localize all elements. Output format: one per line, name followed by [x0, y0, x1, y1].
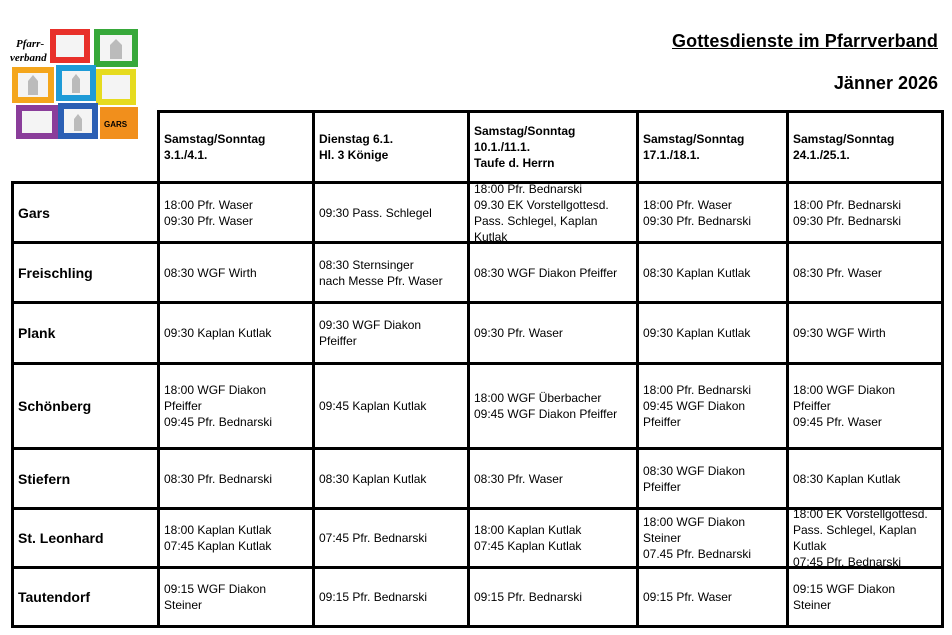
parish-name: St. Leonhard — [18, 530, 104, 546]
column-header — [639, 113, 786, 181]
cell-text-line: 09:45 Kaplan Kutlak — [319, 399, 427, 413]
cell-text-line: 09:15 Pfr. Bednarski — [319, 590, 428, 604]
cell-text-line: 18:00 WGF Diakon — [164, 383, 267, 397]
cell-text-line: 09:30 Pfr. Waser — [474, 326, 563, 340]
cell-text-line: 18:00 Pfr. Waser — [643, 197, 732, 212]
cell-text-line: 24.1./25.1. — [793, 148, 850, 162]
cell-text-line: 09:30 WGF Wirth — [793, 326, 886, 340]
cell-text-line: Pfeiffer — [793, 399, 831, 413]
cell-text-line: 09:45 WGF Diakon Pfeiffer — [474, 407, 618, 421]
schedule-cell — [470, 365, 636, 447]
logo-verband-text: verband — [10, 52, 47, 64]
cell-text-line: Samstag/Sonntag — [793, 132, 895, 146]
schedule-cell — [315, 365, 467, 447]
schedule-cell — [470, 244, 636, 301]
cell-text-line: Taufe d. Herrn — [474, 156, 555, 170]
schedule-cell — [639, 450, 786, 507]
cell-text-line: 08:30 Pfr. Waser — [474, 471, 563, 486]
parish-name: Stiefern — [18, 470, 71, 487]
schedule-cell — [789, 450, 941, 507]
schedule-cell — [470, 304, 636, 362]
schedule-cell — [470, 569, 636, 625]
cell-text-line: 09:30 Pfr. Bednarski — [793, 213, 902, 228]
schedule-cell — [160, 304, 312, 362]
cell-text-line: Samstag/Sonntag — [164, 132, 266, 146]
cell-text-line: Dienstag 6.1. — [319, 132, 394, 146]
schedule-cell — [315, 569, 467, 625]
cell-text-line: 08:30 WGF Diakon Pfeiffer — [474, 265, 618, 280]
schedule-cell — [160, 450, 312, 507]
cell-text-line: 3.1./4.1. — [164, 148, 208, 162]
table-row-divider — [11, 625, 941, 628]
table-column-divider — [941, 110, 944, 628]
cell-text-line: 09:30 Pfr. Waser — [164, 213, 253, 228]
cell-text-line: Pfeiffer — [643, 415, 681, 429]
cell-text-line: 08:30 Sternsinger — [319, 257, 414, 272]
cell-text-line: 08:30 WGF Wirth — [164, 265, 257, 280]
cell-text-line: 08:30 Kaplan Kutlak — [643, 265, 751, 280]
schedule-cell — [160, 184, 312, 241]
cell-text-line: 09:15 WGF Diakon — [164, 582, 267, 596]
cell-text-line: 18:00 WGF Diakon — [643, 515, 746, 529]
cell-text-line: 08:30 Pfr. Bednarski — [164, 471, 273, 486]
column-header — [789, 113, 941, 181]
cell-text-line: 18:00 Pfr. Waser — [164, 197, 253, 212]
cell-text-line: 18:00 Kaplan Kutlak — [474, 523, 582, 537]
cell-text-line: Pfeiffer — [319, 334, 357, 348]
cell-text-line: 07:45 Pfr. Bednarski — [793, 555, 902, 566]
schedule-cell — [315, 184, 467, 241]
cell-text-line: 09:45 WGF Diakon — [643, 399, 746, 413]
logo-pfarr-text: Pfarr- — [16, 38, 45, 50]
cell-text-line: Steiner — [643, 531, 682, 545]
cell-text-line: 18:00 Kaplan Kutlak — [164, 523, 272, 537]
page-subtitle: Jänner 2026 — [833, 73, 938, 93]
cell-text-line: Kutlak — [474, 229, 508, 241]
cell-text-line: 18:00 EK Vorstellgottesd. — [793, 510, 928, 521]
cell-text-line: 09:45 Pfr. Waser — [793, 415, 882, 429]
cell-text-line: 09:30 Pfr. Bednarski — [643, 213, 752, 228]
cell-text-line: Steiner — [793, 598, 832, 612]
schedule-cell — [639, 569, 786, 625]
parish-name: Plank — [18, 325, 56, 341]
cell-text-line: 08:30 WGF Diakon — [643, 463, 746, 478]
cell-text-line: 08:30 Pfr. Waser — [793, 265, 882, 280]
page-title: Gottesdienste im Pfarrverband — [672, 31, 938, 51]
cell-text-line: 10.1./11.1. — [474, 140, 531, 154]
schedule-cell — [160, 569, 312, 625]
cell-text-line: 09:15 Pfr. Bednarski — [474, 590, 583, 604]
parish-name: Tautendorf — [18, 589, 91, 605]
schedule-cell — [639, 365, 786, 447]
schedule-cell — [160, 365, 312, 447]
schedule-cell — [315, 244, 467, 301]
schedule-cell — [315, 510, 467, 566]
cell-text-line: Kutlak — [793, 539, 827, 553]
schedule-cell — [639, 510, 786, 566]
cell-text-line: 18:00 WGF Diakon — [793, 383, 896, 397]
schedule-cell — [470, 450, 636, 507]
cell-text-line: 18:00 WGF Überbacher — [474, 391, 602, 405]
schedule-cell — [639, 244, 786, 301]
pfarrverband-logo — [10, 27, 140, 143]
logo-gars-text: GARS — [104, 120, 128, 129]
cell-text-line: 07:45 Pfr. Bednarski — [319, 531, 428, 545]
cell-text-line: 08:30 Kaplan Kutlak — [793, 471, 901, 486]
schedule-cell — [639, 184, 786, 241]
schedule-cell — [470, 510, 636, 566]
cell-text-line: nach Messe Pfr. Waser — [319, 273, 443, 288]
schedule-cell — [160, 244, 312, 301]
cell-text-line: 09.30 EK Vorstellgottesd. — [474, 197, 609, 212]
schedule-cell — [315, 304, 467, 362]
parish-name: Gars — [18, 204, 50, 221]
cell-text-line: Pfeiffer — [164, 399, 202, 413]
cell-text-line: 07:45 Kaplan Kutlak — [164, 539, 272, 553]
cell-text-line: Hl. 3 Könige — [319, 148, 389, 162]
cell-text-line: 07:45 Kaplan Kutlak — [474, 539, 582, 553]
column-header — [160, 113, 312, 181]
cell-text-line: 09:30 Kaplan Kutlak — [643, 326, 751, 340]
cell-text-line: 09:30 Pass. Schlegel — [319, 205, 432, 220]
schedule-cell — [470, 184, 636, 241]
schedule-cell — [789, 510, 941, 566]
cell-text-line: Samstag/Sonntag — [643, 132, 745, 146]
cell-text-line: 18:00 Pfr. Bednarski — [474, 184, 583, 196]
cell-text-line: 09:45 Pfr. Bednarski — [164, 415, 273, 429]
cell-text-line: 18:00 Pfr. Bednarski — [643, 383, 752, 397]
cell-text-line: 18:00 Pfr. Bednarski — [793, 197, 902, 212]
cell-text-line: 17.1./18.1. — [643, 148, 700, 162]
schedule-cell — [315, 450, 467, 507]
cell-text-line: 08:30 Kaplan Kutlak — [319, 471, 427, 486]
schedule-cell — [789, 184, 941, 241]
cell-text-line: Pfeiffer — [643, 479, 681, 494]
cell-text-line: 07.45 Pfr. Bednarski — [643, 547, 752, 561]
cell-text-line: Steiner — [164, 598, 203, 612]
puzzle-logo-icon — [10, 27, 140, 143]
cell-text-line: 09:30 Kaplan Kutlak — [164, 326, 272, 340]
column-header — [315, 113, 467, 181]
cell-text-line: Samstag/Sonntag — [474, 124, 576, 138]
parish-name: Schönberg — [18, 398, 92, 414]
cell-text-line: Pass. Schlegel, Kaplan — [793, 523, 917, 537]
schedule-cell — [160, 510, 312, 566]
cell-text-line: 09:15 WGF Diakon — [793, 582, 896, 596]
schedule-cell — [789, 365, 941, 447]
cell-text-line: Pass. Schlegel, Kaplan — [474, 213, 598, 228]
cell-text-line: 09:15 Pfr. Waser — [643, 590, 732, 604]
cell-text-line: 09:30 WGF Diakon — [319, 318, 422, 332]
parish-name: Freischling — [18, 264, 93, 281]
column-header — [470, 113, 636, 181]
schedule-cell — [789, 304, 941, 362]
schedule-cell — [639, 304, 786, 362]
schedule-cell — [789, 244, 941, 301]
schedule-cell — [789, 569, 941, 625]
